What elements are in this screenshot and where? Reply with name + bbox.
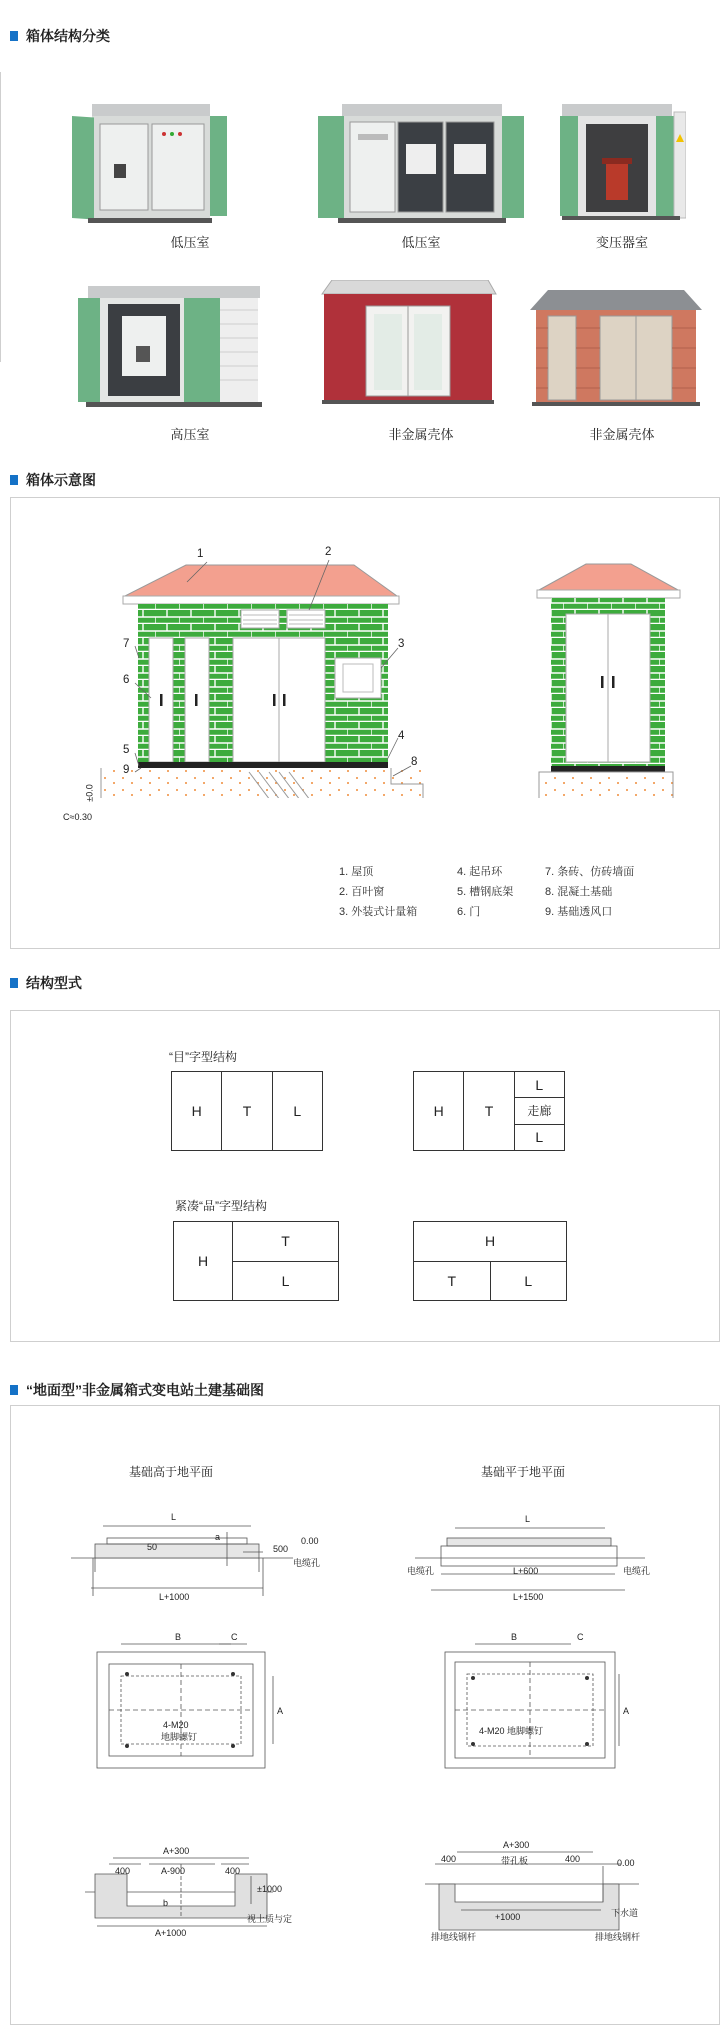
dim-A-plus-300: A+300 (503, 1840, 530, 1850)
bolt-label: 4-M20 地脚螺钉 (479, 1726, 544, 1736)
dim-50: 50 (147, 1542, 158, 1552)
dim-b: b (163, 1898, 169, 1908)
dim-A-plus-300: A+300 (163, 1846, 190, 1856)
level-mark: ±0.0 (84, 784, 95, 802)
legend-item: 1. 屋顶 (339, 866, 374, 878)
callout-7: 7 (123, 638, 130, 650)
grid-cell: L (535, 1129, 544, 1146)
bolt-label-2: 地脚螺钉 (161, 1732, 198, 1742)
dim-A: A (277, 1706, 284, 1716)
photo-high-voltage-room (78, 286, 270, 414)
legend-item: 2. 百叶窗 (339, 886, 385, 898)
grid-cell: 走廊 (515, 1098, 564, 1124)
dim-L-plus-1500: L+1500 (513, 1592, 544, 1602)
section-title-structure: 结构型式 (10, 973, 82, 993)
grid-cell: H (174, 1222, 233, 1300)
legend-item: 4. 起吊环 (457, 866, 503, 878)
photo-low-voltage-room-1 (72, 104, 227, 224)
section-marker-icon (10, 978, 18, 988)
dim-plusminus-1000: ±1000 (257, 1884, 282, 1894)
callout-3: 3 (398, 638, 405, 650)
callout-9: 9 (123, 764, 130, 776)
structure-grid-mu (171, 1071, 323, 1151)
grid-cell: T (414, 1262, 491, 1301)
grid-cell: L (281, 1272, 290, 1289)
cable-hole-label: 电缆孔 (623, 1566, 651, 1576)
level-zero: 0.00 (301, 1536, 319, 1546)
ground-pole-label: 排地线钢杆 (431, 1932, 477, 1942)
photo-caption: 低压室 (401, 235, 441, 250)
bolt-label: 4-M20 (163, 1720, 189, 1730)
left-border (0, 72, 1, 362)
grid-cell: L (515, 1072, 564, 1098)
structure-label-pin: 紧凑“品”字型结构 (175, 1199, 267, 1213)
schematic-drawing (11, 498, 719, 798)
dim-400-b: 400 (225, 1866, 241, 1876)
structure-label-mu: “目”字型结构 (169, 1050, 237, 1064)
legend-item: 8. 混凝土基础 (545, 886, 613, 898)
photo-non-metal-shell-brick (530, 288, 702, 408)
dim-400-a: 400 (115, 1866, 131, 1876)
schematic-panel (10, 497, 720, 949)
dim-A-minus-900: A-900 (161, 1866, 186, 1876)
legend-item: 7. 条砖、仿砖墙面 (545, 866, 635, 878)
dim-A-plus-1000: A+1000 (155, 1928, 187, 1938)
perforated-plate-label: 带孔板 (501, 1856, 529, 1866)
grid-cell-stack (233, 1222, 338, 1300)
section-title-foundation: “地面型”非金属箱式变电站土建基础图 (10, 1380, 264, 1400)
dim-L: L (171, 1512, 177, 1522)
dim-B: B (175, 1632, 182, 1642)
photo-non-metal-shell-red (318, 280, 498, 408)
foundation-panel (10, 1405, 720, 2025)
photo-transformer-room (556, 104, 686, 224)
grid-cell: H (172, 1072, 222, 1150)
structure-grid-corridor (413, 1071, 565, 1151)
legend-item: 6. 门 (457, 906, 481, 918)
photo-caption: 变压器室 (595, 235, 648, 250)
right-drawing-title: 基础平于地平面 (481, 1465, 566, 1479)
cable-hole-label: 电缆孔 (293, 1558, 321, 1568)
dim-a: a (215, 1532, 221, 1542)
grid-cell: T (222, 1072, 272, 1150)
grid-cell: L (524, 1272, 533, 1289)
soil-note: 视土质与定 (247, 1914, 293, 1924)
grid-cell: H (414, 1222, 566, 1262)
cable-hole-label: 电缆孔 (407, 1566, 435, 1576)
dim-plus-1000: +1000 (495, 1912, 521, 1922)
grid-cell: T (464, 1072, 514, 1150)
grid-cell: L (293, 1103, 302, 1119)
grid-cell: T (233, 1222, 338, 1262)
grid-cell-row (414, 1262, 566, 1301)
photo-low-voltage-room-2 (318, 104, 524, 224)
legend-item: 3. 外装式计量箱 (339, 906, 418, 918)
drain-label: 下水道 (611, 1908, 639, 1918)
dim-L-plus-600: L+600 (513, 1566, 539, 1576)
dim-L: L (525, 1514, 531, 1524)
section-marker-icon (10, 31, 18, 41)
structure-grid-pin-2 (413, 1221, 567, 1301)
callout-5: 5 (123, 744, 130, 756)
legend-item: 9. 基础透风口 (545, 906, 613, 918)
grid-cell: H (414, 1072, 464, 1150)
legend-item: 5. 槽钢底架 (457, 886, 514, 898)
section-marker-icon (10, 1385, 18, 1395)
dim-500: 500 (273, 1544, 289, 1554)
grid-cell-stack (515, 1072, 564, 1150)
dim-C: C (577, 1632, 584, 1642)
dim-A: A (623, 1706, 630, 1716)
dim-400-a: 400 (441, 1854, 457, 1864)
callout-6: 6 (123, 674, 130, 686)
section-marker-icon (10, 475, 18, 485)
section-title-classification: 箱体结构分类 (10, 26, 110, 46)
section-title-schematic: 箱体示意图 (10, 470, 96, 490)
photo-caption: 非金属壳体 (589, 427, 655, 442)
callout-1: 1 (197, 548, 204, 560)
dim-B: B (511, 1632, 518, 1642)
dim-L-plus-1000: L+1000 (159, 1592, 190, 1602)
left-drawing-title: 基础高于地平面 (129, 1465, 214, 1479)
callout-2: 2 (325, 546, 332, 558)
photo-caption: 高压室 (170, 427, 210, 442)
photo-caption: 非金属壳体 (388, 427, 454, 442)
ground-pole-label: 排地线钢杆 (595, 1932, 641, 1942)
photo-caption: 低压室 (170, 235, 210, 250)
callout-4: 4 (398, 730, 405, 742)
level-zero: 0.00 (617, 1858, 635, 1868)
dim-C: C (231, 1632, 238, 1642)
structure-grid-pin (173, 1221, 339, 1301)
structure-panel (10, 1010, 720, 1342)
level-mark: C≈0.30 (63, 812, 92, 822)
callout-8: 8 (411, 756, 418, 768)
dim-400-b: 400 (565, 1854, 581, 1864)
